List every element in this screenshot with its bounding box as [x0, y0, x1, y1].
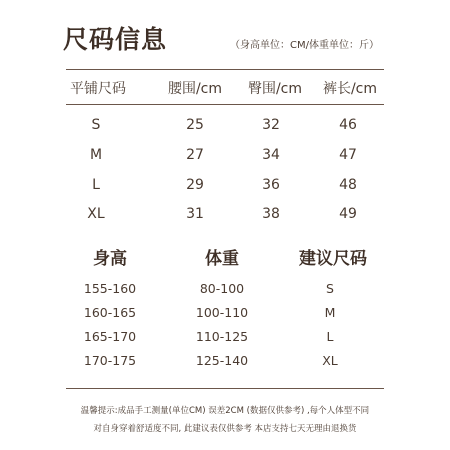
- col-header-size: 平铺尺码: [70, 81, 126, 97]
- weight-cell: 80-100: [199, 281, 245, 296]
- col-header-height: 身高: [93, 249, 127, 269]
- weight-cell: 110-125: [195, 329, 249, 344]
- page-title: 尺码信息: [63, 25, 168, 54]
- waist-cell: 31: [186, 206, 204, 222]
- waist-cell: 27: [186, 147, 204, 163]
- tip-note-line-1: 温馨提示:成品手工测量(单位CM) 误差2CM (数据仅供参考) ,每个人体型不同: [80, 406, 370, 416]
- recommended-size-cell: XL: [322, 353, 338, 368]
- size-cell: L: [92, 177, 100, 193]
- waist-cell: 25: [186, 117, 204, 133]
- col-header-weight: 体重: [205, 249, 239, 269]
- length-cell: 48: [339, 177, 357, 193]
- weight-cell: 125-140: [195, 353, 249, 368]
- length-cell: 49: [339, 206, 357, 222]
- size-cell: M: [89, 147, 103, 163]
- height-cell: 170-175: [83, 353, 137, 368]
- col-header-waist: 腰围/cm: [167, 81, 223, 97]
- size-cell: XL: [87, 206, 105, 222]
- divider-header: [66, 104, 384, 105]
- col-header-hip: 臀围/cm: [247, 81, 303, 97]
- recommended-size-cell: M: [324, 305, 336, 320]
- hip-cell: 38: [262, 206, 280, 222]
- weight-cell: 100-110: [195, 305, 249, 320]
- hip-cell: 34: [262, 147, 280, 163]
- recommended-size-cell: L: [326, 329, 334, 344]
- size-cell: S: [91, 117, 101, 133]
- height-cell: 165-170: [83, 329, 137, 344]
- divider-top: [66, 69, 384, 70]
- hip-cell: 36: [262, 177, 280, 193]
- length-cell: 47: [339, 147, 357, 163]
- col-header-recommended: 建议尺码: [299, 249, 367, 269]
- waist-cell: 29: [186, 177, 204, 193]
- height-cell: 155-160: [83, 281, 137, 296]
- divider-bottom: [66, 388, 384, 389]
- col-header-length: 裤长/cm: [322, 81, 378, 97]
- hip-cell: 32: [262, 117, 280, 133]
- height-cell: 160-165: [83, 305, 137, 320]
- recommended-size-cell: S: [326, 281, 334, 296]
- length-cell: 46: [339, 117, 357, 133]
- unit-note: （身高单位：CM/体重单位：斤）: [230, 40, 379, 51]
- tip-note-line-2: 对自身穿着舒适度不同, 此建议表仅供参考 本店支持七天无理由退换货: [93, 424, 357, 434]
